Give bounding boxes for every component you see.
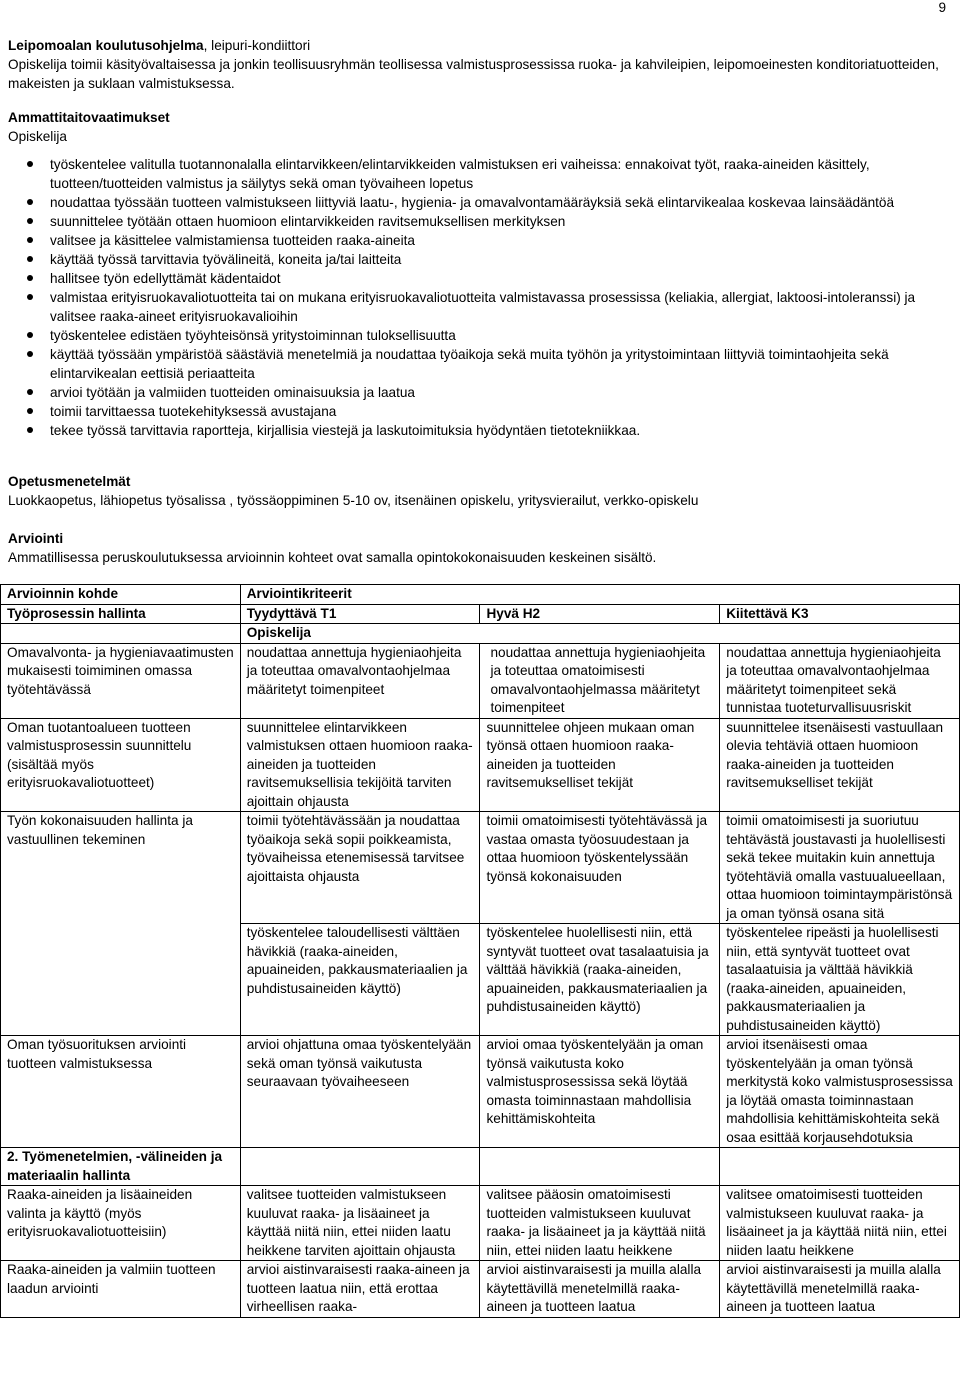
requirement-item: työskentelee edistäen työyhteisönsä yritystoiminnan tuloksellisuutta: [8, 326, 952, 345]
table-subject-row: [1, 624, 960, 644]
table-row: [1, 1261, 960, 1318]
methods-heading: Opetusmenetelmät: [8, 474, 131, 489]
requirement-item: arvioi työtään ja valmiiden tuotteiden ominaisuuksia ja laatua: [8, 383, 952, 402]
program-subtitle: , leipuri-kondiittori: [203, 38, 311, 53]
requirement-item: tekee työssä tarvittavia raportteja, kirjallisia viestejä ja laskutoimituksia hyödyntäen tietotekniikkaa.: [8, 421, 952, 440]
subject-label: Opiskelija: [240, 624, 959, 644]
cell-h2: työskentelee huolellisesti niin, että syntyvät tuotteet ovat tasalaatuisia ja välttää hävikkiä (raaka-aineiden, apuaineiden, pakkausmateriaalien ja puhdistusaineiden käyttö): [480, 924, 720, 1036]
cell-target: Raaka-aineiden ja lisäaineiden valinta ja käyttö (myös erityisruokavaliotuotteisiin): [1, 1186, 241, 1261]
cell-h2: arvioi aistinvaraisesti ja muilla alalla käytettävillä menetelmillä raaka-aineen ja tuotteen laatua: [480, 1261, 720, 1318]
cell-target: Oman tuotantoalueen tuotteen valmistusprosessin suunnittelu (sisältää myös erityisruokavaliotuotteet): [1, 718, 241, 812]
cell-t1: arvioi ohjattuna omaa työskentelyään sekä oman työnsä vaikutusta seuraavaan työvaiheeseen: [240, 1036, 480, 1148]
cell-h2: suunnittelee ohjeen mukaan oman työnsä ottaen huomioon raaka-aineiden ja tuotteiden ravitsemukselliset tekijät: [480, 718, 720, 812]
cell-t1: toimii työtehtävässään ja noudattaa työaikoja sekä sopii poikkeamista, työvaiheissa etenemisessä tarvitsee ajoittaista ohjausta: [240, 812, 480, 924]
requirements-list: [8, 155, 952, 440]
requirement-item: hallitsee työn edellyttämät kädentaidot: [8, 269, 952, 288]
table-row: [1, 924, 960, 1036]
cell-k3: arvioi aistinvaraisesti ja muilla alalla käytettävillä menetelmillä raaka-aineen ja tuotteen laatua: [720, 1261, 960, 1318]
cell-h2: valitsee pääosin omatoimisesti tuotteiden valmistukseen kuuluvat raaka- ja lisäaineet ja ja käyttää niitä niin, ettei niiden laatu heikkene: [480, 1186, 720, 1261]
methods-text: Luokkaopetus, lähiopetus työsalissa , työssäoppiminen 5-10 ov, itsenäinen opiskelu, yritysvierailut, verkko-opiskelu: [8, 493, 699, 508]
evaluation-table: [0, 584, 960, 1392]
cell-k3: noudattaa annettuja hygieniaohjeita ja toteuttaa omavalvontaohjelmaa määritetyt toimenpiteet sekä tunnistaa tuoteturvallisuusriskit: [720, 643, 960, 718]
section-title: Työprosessin hallinta: [1, 604, 241, 624]
table-section-row: [1, 1148, 960, 1186]
cell-k3: suunnittelee itsenäisesti vastuullaan olevia tehtäviä ottaen huomioon raaka-aineiden ja tuotteiden ravitsemukselliset tekijät: [720, 718, 960, 812]
cell-target: Työn kokonaisuuden hallinta ja vastuullinen tekeminen: [1, 812, 241, 924]
intro-title: [8, 36, 952, 55]
table-header-row: [1, 585, 960, 605]
section-title: 2. Työmenetelmien, -välineiden ja materiaalin hallinta: [1, 1148, 241, 1186]
requirement-item: työskentelee valitulla tuotannonalalla elintarvikkeen/elintarvikkeiden valmistuksen eri vaiheissa: ennakoivat työt, raaka-aineiden käsittely, tuotteen/tuotteiden valmistus ja säilytys sekä oman työvaiheen lopetus: [8, 155, 952, 193]
empty-cell: [240, 1148, 480, 1186]
cell-h2: arvioi omaa työskentelyään ja oman työnsä vaikutusta koko valmistusprosessissa sekä löytää omasta toiminnastaan mahdollisia kehittämiskohteita: [480, 1036, 720, 1148]
cell-k3: arvioi itsenäisesti omaa työskentelyään ja oman työnsä merkitystä koko valmistusprosessissa ja löytää omasta toiminnastaan mahdollisia kehittämiskohteita sekä osaa esittää korjausehdotuksia: [720, 1036, 960, 1148]
cell-target: Oman työsuorituksen arviointi tuotteen valmistuksessa: [1, 1036, 241, 1148]
cell-t1: työskentelee taloudellisesti välttäen hävikkiä (raaka-aineiden, apuaineiden, pakkausmateriaalien ja puhdistusaineiden käyttö): [240, 924, 480, 1036]
cell-target: [1, 924, 241, 1036]
program-title: Leipomoalan koulutusohjelma: [8, 38, 204, 53]
requirement-item: käyttää työssään ympäristöä säästäviä menetelmiä ja noudattaa työaikoja sekä muita työhön ja yritystoimintaan liittyviä toimintaohjeita sekä elintarvikealan eettisiä periaatteita: [8, 345, 952, 383]
grade-k3: Kiitettävä K3: [720, 604, 960, 624]
requirements-subject: Opiskelija: [8, 129, 67, 144]
cell-t1: arvioi aistinvaraisesti raaka-aineen ja tuotteen laatua niin, että erottaa virheellisen raaka-: [240, 1261, 480, 1318]
cell-h2: noudattaa annettuja hygieniaohjeita ja toteuttaa omatoimisesti omavalvontaohjelmassa määritetyt toimenpiteet: [480, 643, 720, 718]
evaluation-heading: Arviointi: [8, 531, 64, 546]
header-target: Arvioinnin kohde: [1, 585, 241, 605]
grade-t1: Tyydyttävä T1: [240, 604, 480, 624]
methods-section: [8, 472, 952, 510]
table-row: [1, 718, 960, 812]
table-row: [1, 1186, 960, 1261]
cell-k3: valitsee omatoimisesti tuotteiden valmistukseen kuuluvat raaka- ja lisäaineet ja ja käyttää niitä niin, ettei niiden laatu heikkene: [720, 1186, 960, 1261]
table-row: [1, 643, 960, 718]
table-row: [1, 1036, 960, 1148]
intro-section: [8, 36, 952, 93]
requirement-item: käyttää työssä tarvittavia työvälineitä, koneita ja/tai laitteita: [8, 250, 952, 269]
cell-k3: toimii omatoimisesti ja suoriutuu tehtävästä joustavasti ja huolellisesti sekä tekee muitakin kuin annettuja työtehtäviä omalla vastuualueellaan, ottaa huomioon toimintaympäristönsä ja oman työnsä osana sitä: [720, 812, 960, 924]
requirements-section: [8, 108, 952, 440]
page-number: 9: [938, 0, 946, 15]
cell-h2: toimii omatoimisesti työtehtävässä ja vastaa omasta työosuudestaan ja ottaa huomioon työskentelyssään työnsä kokonaisuuden: [480, 812, 720, 924]
cell-k3: työskentelee ripeästi ja huolellisesti niin, että syntyvät tuotteet ovat tasalaatuisia ja välttää hävikkiä (raaka-aineiden, apuaineiden, pakkausmateriaalien ja puhdistusaineiden käyttö): [720, 924, 960, 1036]
requirement-item: suunnittelee työtään ottaen huomioon elintarvikkeiden ravitsemuksellisen merkityksen: [8, 212, 952, 231]
table-row: [1, 812, 960, 924]
evaluation-section: [8, 529, 952, 567]
empty-cell: [480, 1148, 720, 1186]
cell-t1: noudattaa annettuja hygieniaohjeita ja toteuttaa omavalvontaohjelmaa määritetyt toimenpiteet: [240, 643, 480, 718]
requirement-item: toimii tarvittaessa tuotekehityksessä avustajana: [8, 402, 952, 421]
requirement-item: noudattaa työssään tuotteen valmistukseen liittyviä laatu-, hygienia- ja omavalvontamääräyksiä sekä elintarvikealaa koskevaa lainsäädäntöä: [8, 193, 952, 212]
empty-cell: [720, 1148, 960, 1186]
grade-h2: Hyvä H2: [480, 604, 720, 624]
header-criteria: Arviointikriteerit: [240, 585, 959, 605]
cell-target: Omavalvonta- ja hygieniavaatimusten mukaisesti toimiminen omassa työtehtävässä: [1, 643, 241, 718]
intro-text: Opiskelija toimii käsityövaltaisessa ja jonkin teollisuusryhmän teollisessa valmistusprosessissa ruoka- ja kahvileipien, leipomoeinesten konditoriatuotteiden, makeisten ja suklaan valmistuksessa.: [8, 57, 939, 91]
empty-cell: [1, 624, 241, 644]
cell-target: Raaka-aineiden ja valmiin tuotteen laadun arviointi: [1, 1261, 241, 1318]
requirement-item: valmistaa erityisruokavaliotuotteita tai on mukana erityisruokavaliotuotteita valmistavassa prosessissa (keliakia, allergiat, laktoosi-intoleranssi) ja valitsee raaka-aineet erityisruokavalioihin: [8, 288, 952, 326]
requirements-heading: Ammattitaitovaatimukset: [8, 110, 170, 125]
cell-t1: valitsee tuotteiden valmistukseen kuuluvat raaka- ja lisäaineet ja käyttää niitä niin, ettei niiden laatu heikkene tarviten ajoittain ohjausta: [240, 1186, 480, 1261]
table-section-row: [1, 604, 960, 624]
cell-t1: suunnittelee elintarvikkeen valmistuksen ottaen huomioon raaka-aineiden ja tuotteiden ravitsemuksellisia tekijöitä tarviten ajoittain ohjausta: [240, 718, 480, 812]
evaluation-text: Ammatillisessa peruskoulutuksessa arvioinnin kohteet ovat samalla opintokokonaisuuden keskeinen sisältö.: [8, 550, 657, 565]
requirement-item: valitsee ja käsittelee valmistamiensa tuotteiden raaka-aineita: [8, 231, 952, 250]
